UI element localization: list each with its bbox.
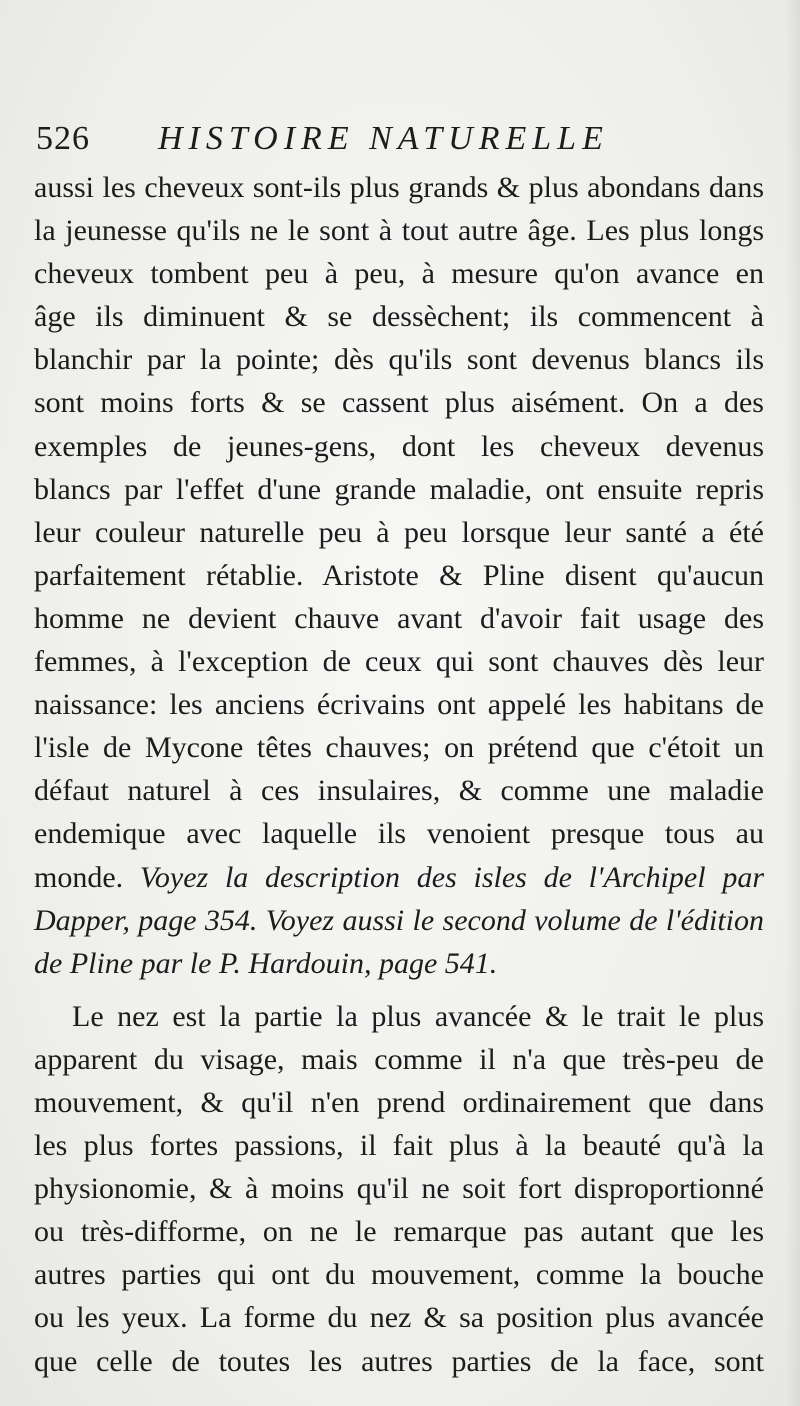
text-line: exemples de jeunes-gens, dont les cheveux devenus: [34, 429, 764, 463]
citation-line: de Pline par le P. Hardouin, page 541.: [34, 946, 498, 980]
text-line: aussi les cheveux sont-ils plus grands & plus abondans dans: [34, 171, 764, 204]
text-line: endemique avec laquelle ils venoient presque tous au: [34, 817, 764, 851]
text-line: blancs par l'effet d'une grande maladie, ont ensuite repris: [34, 472, 764, 506]
text-line: la jeunesse qu'ils ne le sont à tout autre âge. Les plus longs: [34, 214, 764, 248]
text-line: ou les yeux. La forme du nez & sa position plus avancée: [34, 1301, 764, 1335]
text-line: autres parties qui ont du mouvement, comme la bouche: [34, 1258, 764, 1292]
text-line: Le nez est la partie la plus avancée & le trait le plus: [72, 999, 764, 1033]
text-line: blanchir par la pointe; dès qu'ils sont devenus blancs ils: [34, 343, 764, 377]
text-line: ou très-difforme, on ne le remarque pas autant que les: [34, 1215, 764, 1249]
page-header: [36, 116, 756, 166]
paragraph-gap: [34, 985, 764, 995]
text-line: femmes, à l'exception de ceux qui sont chauves dès leur: [34, 645, 764, 679]
text-line: mouvement, & qu'il n'en prend ordinairement que dans: [34, 1085, 764, 1119]
text-line: que celle de toutes les autres parties de la face, sont: [34, 1344, 764, 1378]
text-line: cheveux tombent peu à peu, à mesure qu'on avance en: [34, 257, 764, 291]
text-line: parfaitement rétablie. Aristote & Pline disent qu'aucun: [34, 558, 764, 592]
text-roman: monde.: [34, 860, 140, 894]
running-title: HISTOIRE NATURELLE: [158, 120, 609, 157]
text-line-mixed: [34, 856, 764, 899]
citation-line: Dapper, page 354. Voyez aussi le second volume de l'édition: [34, 903, 764, 937]
page-number: 526: [36, 120, 90, 157]
text-line: âge ils diminuent & se dessèchent; ils commencent à: [34, 300, 764, 334]
text-line: défaut naturel à ces insulaires, & comme une maladie: [34, 774, 764, 808]
text-line: naissance: les anciens écrivains ont appelé les habitans de: [34, 688, 764, 722]
body-text: [34, 166, 764, 1383]
text-line: sont moins forts & se cassent plus aisément. On a des: [34, 386, 764, 420]
text-line: les plus fortes passions, il fait plus à la beauté qu'à la: [34, 1129, 764, 1163]
citation-italic: Voyez la description des isles de l'Archipel par: [139, 860, 764, 894]
text-line: apparent du visage, mais comme il n'a que très-peu de: [34, 1042, 764, 1076]
text-line: leur couleur naturelle peu à peu lorsque leur santé a été: [34, 515, 764, 549]
page-edge-shade: [786, 0, 800, 1406]
text-line: l'isle de Mycone têtes chauves; on prétend que c'étoit un: [34, 731, 764, 765]
text-line: homme ne devient chauve avant d'avoir fait usage des: [34, 601, 764, 635]
text-line: physionomie, & à moins qu'il ne soit fort disproportionné: [34, 1172, 764, 1206]
